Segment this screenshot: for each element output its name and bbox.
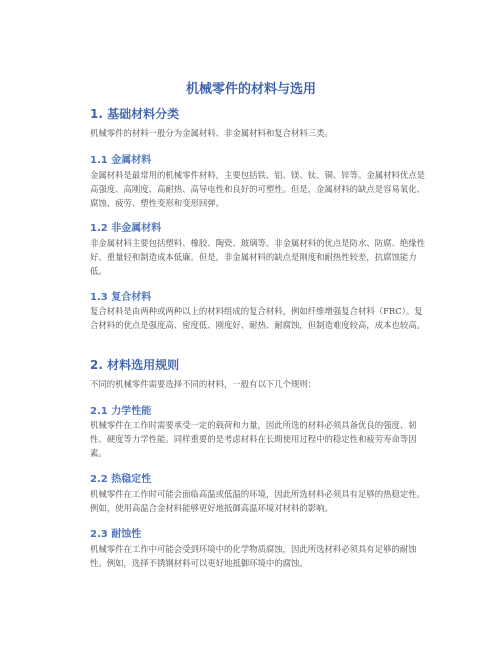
subsection-text-mechanical: 机械零件在工作时需要承受一定的载荷和力量，因此所选的材料必须具备优良的强度、韧性、硬度等力学性能。同样重要的是考虑材料在长期使用过程中的稳定性和疲劳寿命等因素。 — [90, 420, 417, 458]
subsection-text-thermal: 机械零件在工作时可能会面临高温或低温的环境，因此所选材料必须具有足够的热稳定性。例如，使用高温合金材料能够更好地抵御高温环境对材料的影响。 — [90, 489, 425, 513]
section-heading-selection-rules: 2. 材料选用规则 — [90, 358, 180, 372]
subsection-text-nonmetal: 非金属材料主要包括塑料、橡胶、陶瓷、玻璃等。非金属材料的优点是防水、防腐、绝缘性好、重量轻和制造成本低廉。但是，非金属材料的缺点是刚度和耐热性较差，抗腐蚀能力低。 — [90, 238, 425, 276]
subsection-heading-mechanical: 2.1 力学性能 — [90, 406, 152, 417]
page-title: 机械零件的材料与选用 — [185, 82, 316, 97]
subsection-heading-metal: 1.1 金属材料 — [90, 155, 152, 166]
subsection-heading-nonmetal: 1.2 非金属材料 — [90, 223, 162, 234]
section-intro-basic-materials: 机械零件的材料一般分为金属材料、非金属材料和复合材料三类。 — [90, 128, 333, 138]
subsection-text-composite: 复合材料是由两种或两种以上的材料组成的复合材料，例如纤维增强复合材料（FRC）。复合材料的优点是强度高、密度低、刚度好、耐热、耐腐蚀，但制造难度较高，成本也较高。 — [90, 306, 425, 330]
subsection-text-metal: 金属材料是最常用的机械零件材料，主要包括铁、铝、镁、钛、铜、锌等。金属材料优点是高强度、高刚度、高耐热、高导电性和良好的可塑性。但是，金属材料的缺点是容易氧化、腐蚀、疲劳、塑性变形和变形回弹。 — [90, 170, 425, 208]
subsection-heading-composite: 1.3 复合材料 — [90, 292, 152, 303]
section-intro-selection-rules: 不同的机械零件需要选择不同的材料，一般有以下几个规则： — [90, 379, 317, 389]
section-heading-basic-materials: 1. 基础材料分类 — [90, 107, 180, 121]
subsection-heading-corrosion: 2.3 耐蚀性 — [90, 529, 142, 540]
subsection-text-corrosion: 机械零件在工作中可能会受到环境中的化学物质腐蚀，因此所选材料必须具有足够的耐蚀性。例如，选择不锈钢材料可以更好地抵御环境中的腐蚀。 — [90, 544, 417, 568]
subsection-heading-thermal: 2.2 热稳定性 — [90, 474, 152, 485]
